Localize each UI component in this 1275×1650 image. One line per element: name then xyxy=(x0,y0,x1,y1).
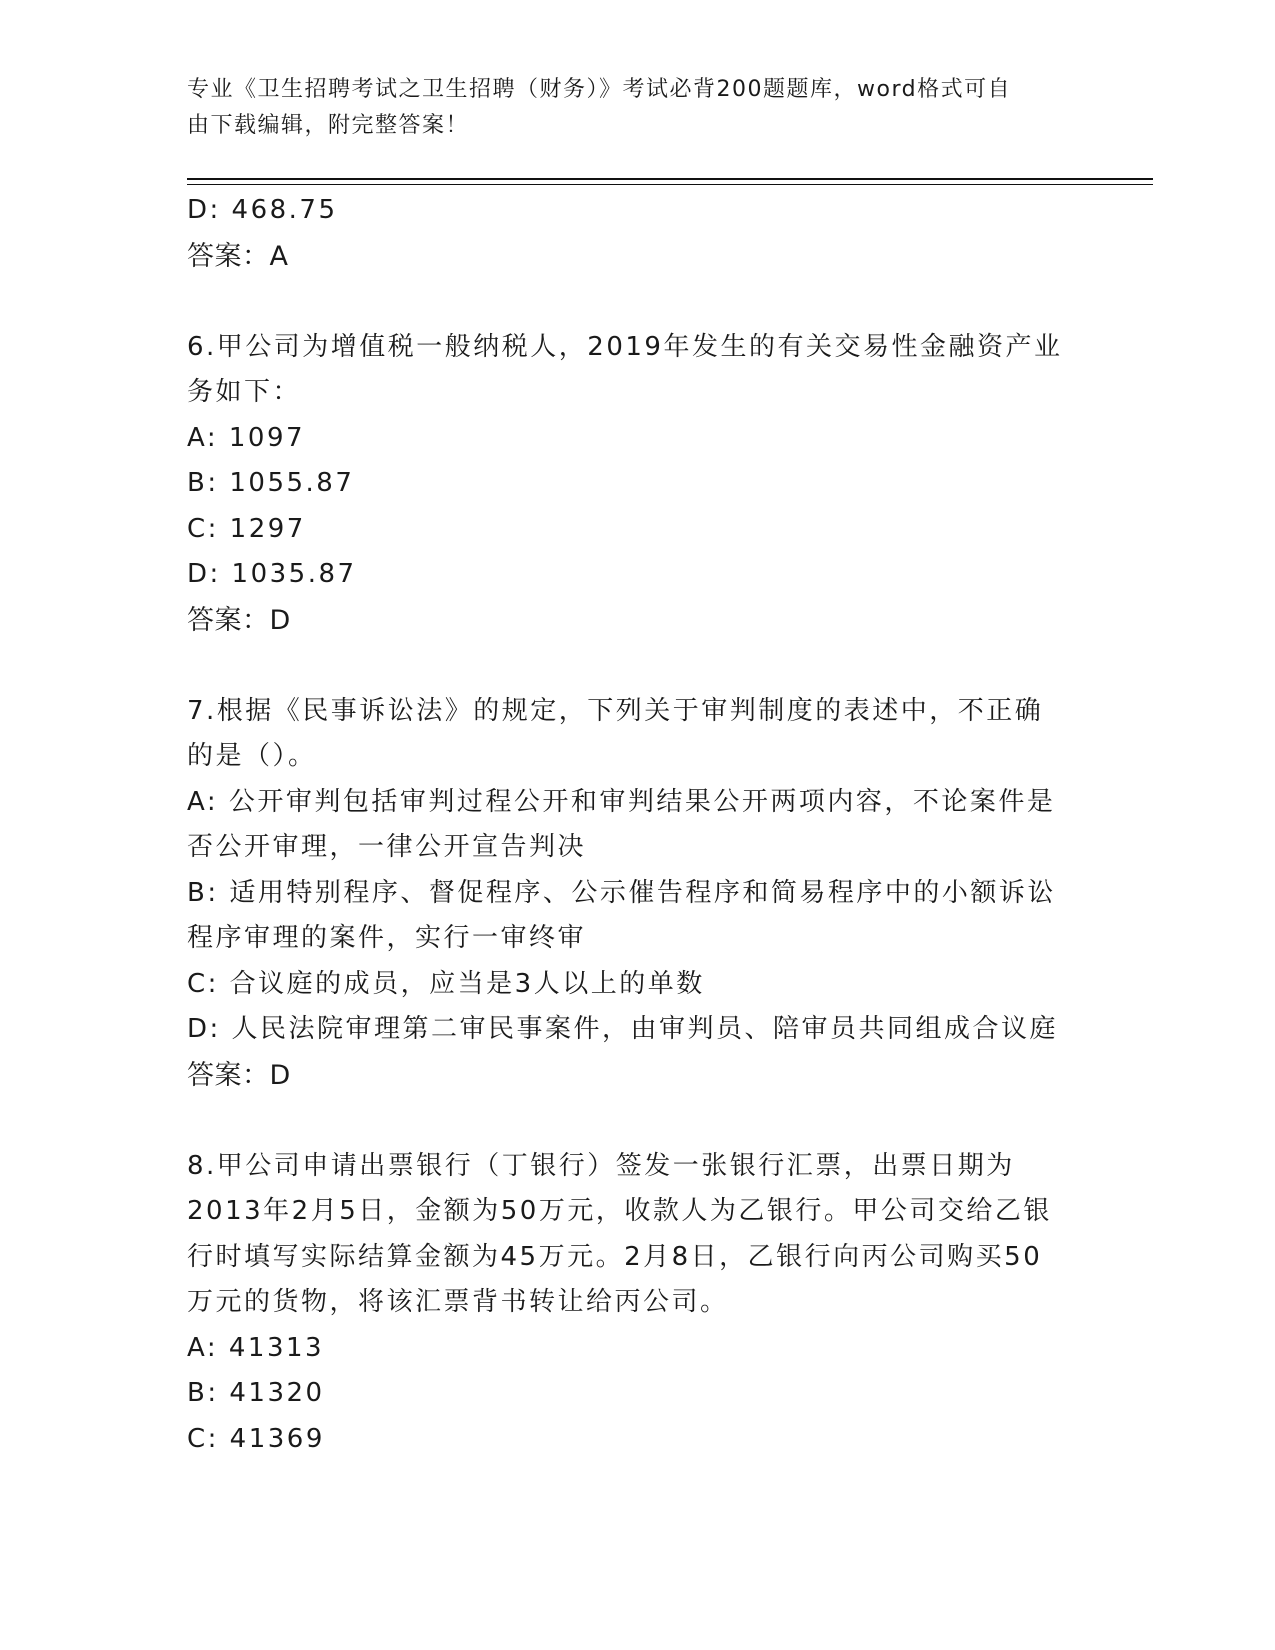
q8-option-a: A: 41313 xyxy=(187,1332,325,1363)
q8-option-c: C: 41369 xyxy=(187,1423,325,1454)
question-gap xyxy=(187,279,1067,325)
header-divider-thin xyxy=(187,184,1153,185)
question-5-tail xyxy=(187,188,1067,279)
q7-option-b-line-2: 程序审理的案件，实行一审终审 xyxy=(187,923,587,953)
document-header xyxy=(187,72,1067,144)
q6-stem-line-1: 6.甲公司为增值税一般纳税人，2019年发生的有关交易性金融资产业 xyxy=(187,331,1063,362)
header-line-1: 专业《卫生招聘考试之卫生招聘（财务）》考试必背200题题库，word格式可自 xyxy=(187,77,1012,102)
q7-answer: 答案：D xyxy=(187,1059,291,1091)
q7-stem-line-2: 的是（）。 xyxy=(187,741,317,771)
q7-option-a-line-1: A: 公开审判包括审判过程公开和审判结果公开两项内容，不论案件是 xyxy=(187,786,1056,817)
q6-option-b: B: 1055.87 xyxy=(187,468,355,498)
q5-option-d: D: 468.75 xyxy=(187,195,338,225)
q7-option-d: D: 人民法院审理第二审民事案件，由审判员、陪审员共同组成合议庭 xyxy=(187,1014,1059,1044)
q8-option-b: B: 41320 xyxy=(187,1378,325,1408)
q6-stem-line-2: 务如下： xyxy=(187,377,302,407)
question-7 xyxy=(187,689,1067,1099)
q7-option-b-line-1: B: 适用特别程序、督促程序、公示催告程序和简易程序中的小额诉讼 xyxy=(187,877,1056,908)
q7-stem-line-1: 7.根据《民事诉讼法》的规定，下列关于审判制度的表述中，不正确 xyxy=(187,695,1044,726)
question-gap xyxy=(187,643,1067,689)
q8-stem-line-3: 行时填写实际结算金额为45万元。2月8日，乙银行向丙公司购买50 xyxy=(187,1241,1043,1272)
q7-option-c: C: 合议庭的成员，应当是3人以上的单数 xyxy=(187,968,705,999)
question-gap xyxy=(187,1098,1067,1144)
header-line-2: 由下载编辑，附完整答案！ xyxy=(187,113,470,138)
q8-stem-line-2: 2013年2月5日，金额为50万元，收款人为乙银行。甲公司交给乙银 xyxy=(187,1196,1052,1226)
q5-answer: 答案：A xyxy=(187,240,289,272)
q6-option-a: A: 1097 xyxy=(187,422,306,453)
q8-stem-line-4: 万元的货物，将该汇票背书转让给丙公司。 xyxy=(187,1287,729,1317)
q6-answer: 答案：D xyxy=(187,604,291,636)
question-6 xyxy=(187,325,1067,644)
question-list xyxy=(187,188,1067,1462)
q6-option-c: C: 1297 xyxy=(187,513,306,544)
header-divider-thick xyxy=(187,178,1153,180)
question-8 xyxy=(187,1144,1067,1463)
q8-stem-line-1: 8.甲公司申请出票银行（丁银行）签发一张银行汇票，出票日期为 xyxy=(187,1150,1015,1181)
q7-option-a-line-2: 否公开审理，一律公开宣告判决 xyxy=(187,832,587,862)
q6-option-d: D: 1035.87 xyxy=(187,559,357,589)
